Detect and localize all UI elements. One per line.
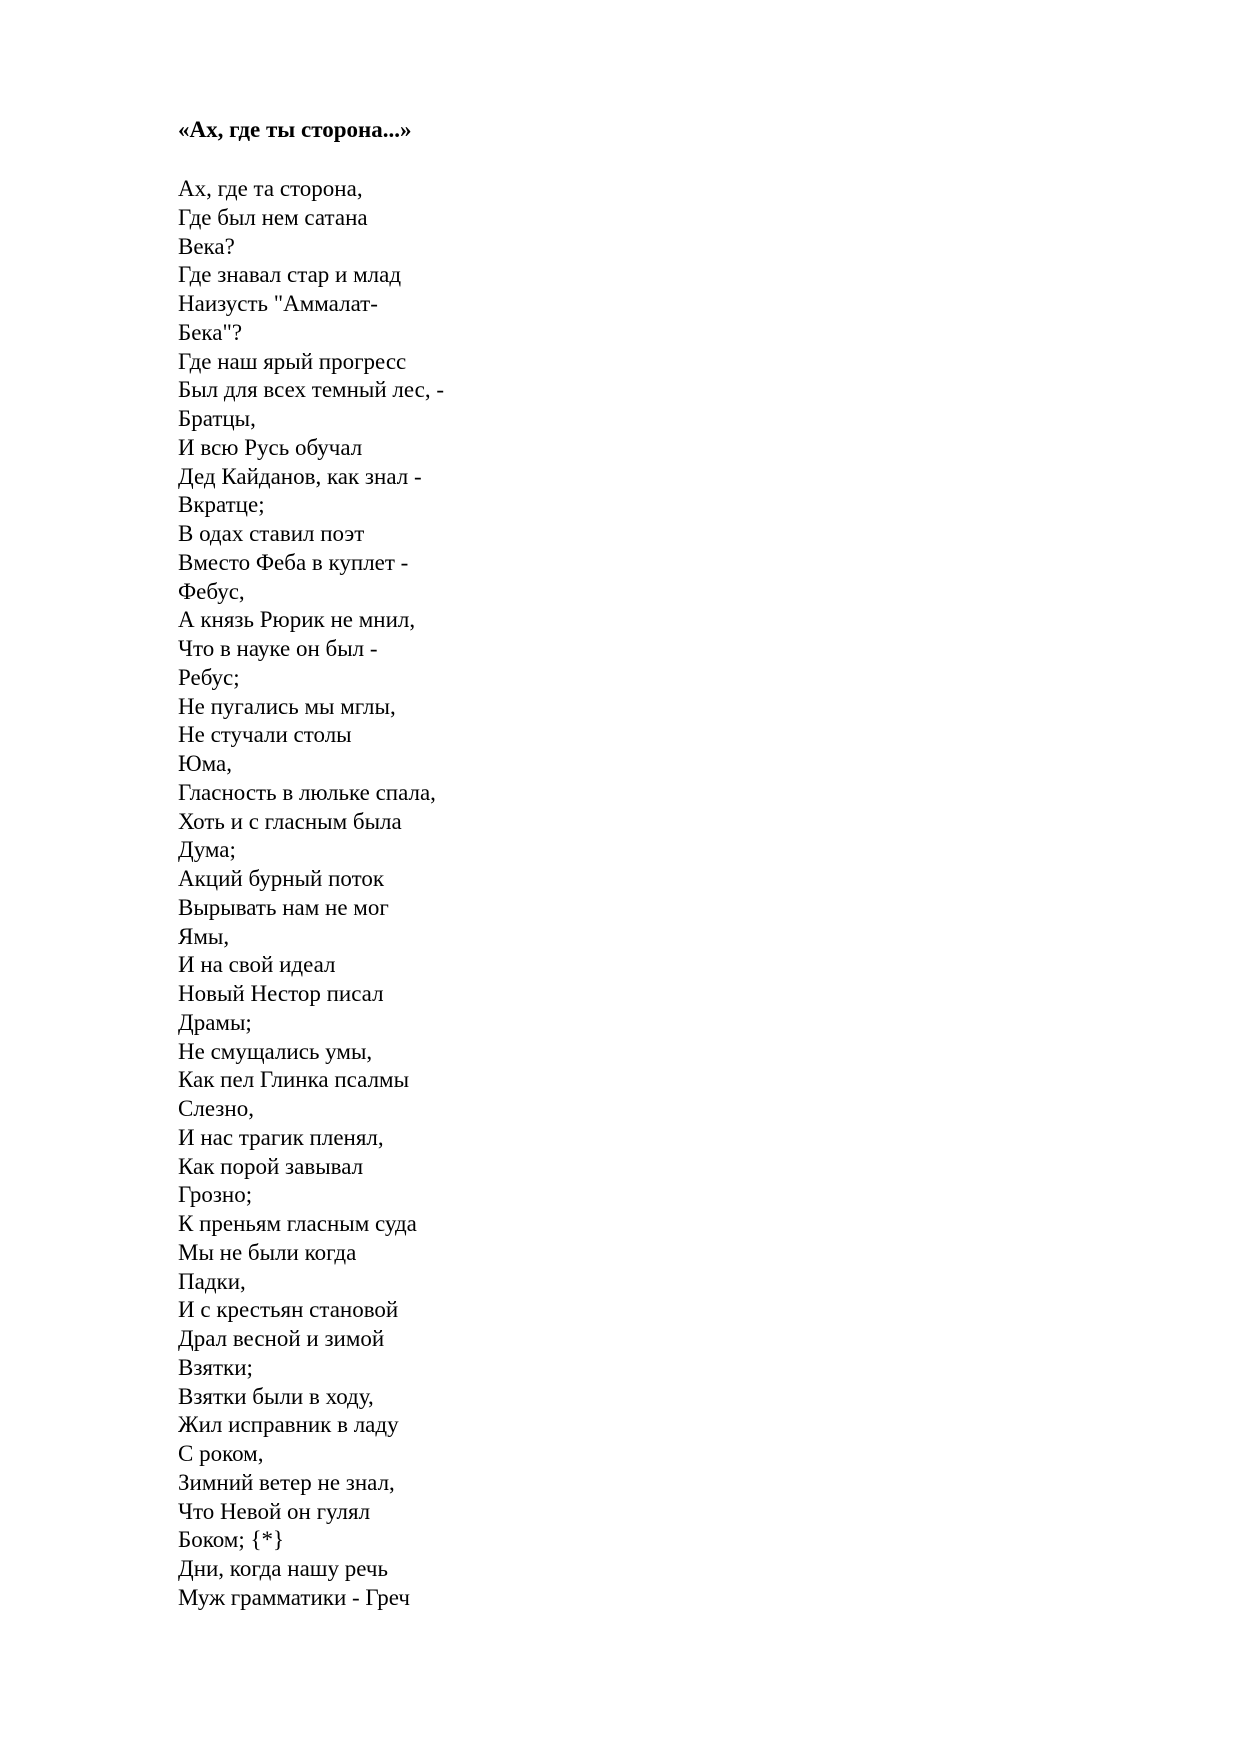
poem-line: Дума; (178, 837, 236, 863)
poem-line: Ах, где та сторона, (178, 176, 363, 201)
poem-line: С роком, (178, 1441, 264, 1466)
poem-line: Как пел Глинка псалмы (178, 1067, 410, 1093)
poem-line: И нас трагик пленял, (178, 1124, 384, 1150)
poem-line: Драл весной и зимой (178, 1326, 385, 1351)
poem-line: Юма, (178, 751, 232, 776)
poem-line: Был для всех темный лес, - (178, 377, 445, 403)
poem-line: Мы не были когда (178, 1239, 357, 1265)
poem-line: Жил исправник в ладу (178, 1412, 399, 1438)
poem-line: Где был нем сатана (178, 204, 368, 230)
poem-line: Вместо Феба в куплет - (178, 549, 409, 575)
poem-title: «Ах, где ты сторона...» (178, 117, 412, 142)
poem-text (178, 175, 444, 1613)
poem-line: Драмы; (178, 1009, 252, 1035)
poem-line: Как порой завывал (178, 1153, 364, 1179)
poem-line: И на свой идеал (178, 952, 336, 978)
poem-line: Вкратце; (178, 492, 265, 518)
poem-line: Акций бурный поток (178, 866, 385, 891)
poem-line: Где знавал стар и млад (178, 262, 402, 288)
poem-line: Не стучали столы (178, 722, 352, 748)
poem-line: Муж грамматики - Греч (178, 1584, 410, 1610)
poem-line: Слезно, (178, 1096, 254, 1121)
poem-line: Где наш ярый прогресс (178, 348, 407, 374)
poem-line: Века? (178, 233, 235, 259)
poem-line: В одах ставил поэт (178, 521, 365, 546)
poem-line: Боком; {*} (178, 1527, 285, 1553)
poem-line: Хоть и с гласным была (178, 808, 402, 834)
poem-line: И всю Русь обучал (178, 434, 363, 460)
poem-line: Дни, когда нашу речь (178, 1556, 388, 1581)
poem-line: Новый Нестор писал (178, 981, 384, 1006)
poem-line: Наизусть "Аммалат- (178, 291, 378, 316)
poem-line: Взятки; (178, 1354, 253, 1380)
poem-line: Зимний ветер не знал, (178, 1469, 395, 1495)
poem-line: Фебус, (178, 578, 245, 604)
poem-line: Ямы, (178, 923, 230, 949)
poem-line: Дед Кайданов, как знал - (178, 463, 422, 489)
poem-line: Гласность в люльке спала, (178, 779, 436, 805)
poem-line: К преньям гласным суда (178, 1211, 417, 1236)
poem-line: Взятки были в ходу, (178, 1383, 374, 1409)
poem-line: Не смущались умы, (178, 1038, 373, 1064)
poem-line: И с крестьян становой (178, 1297, 399, 1323)
poem-line: Ребус; (178, 664, 240, 690)
poem-line: Падки, (178, 1268, 246, 1294)
poem-line: Бека"? (178, 319, 243, 345)
poem-line: Вырывать нам не мог (178, 894, 389, 920)
poem-line: Не пугались мы мглы, (178, 693, 396, 719)
poem-line: Что Невой он гулял (178, 1498, 371, 1524)
poem-line: А князь Рюрик не мнил, (178, 607, 416, 633)
poem-line: Братцы, (178, 406, 256, 431)
poem-line: Что в науке он был - (178, 636, 378, 661)
poem-line: Грозно; (178, 1182, 253, 1208)
